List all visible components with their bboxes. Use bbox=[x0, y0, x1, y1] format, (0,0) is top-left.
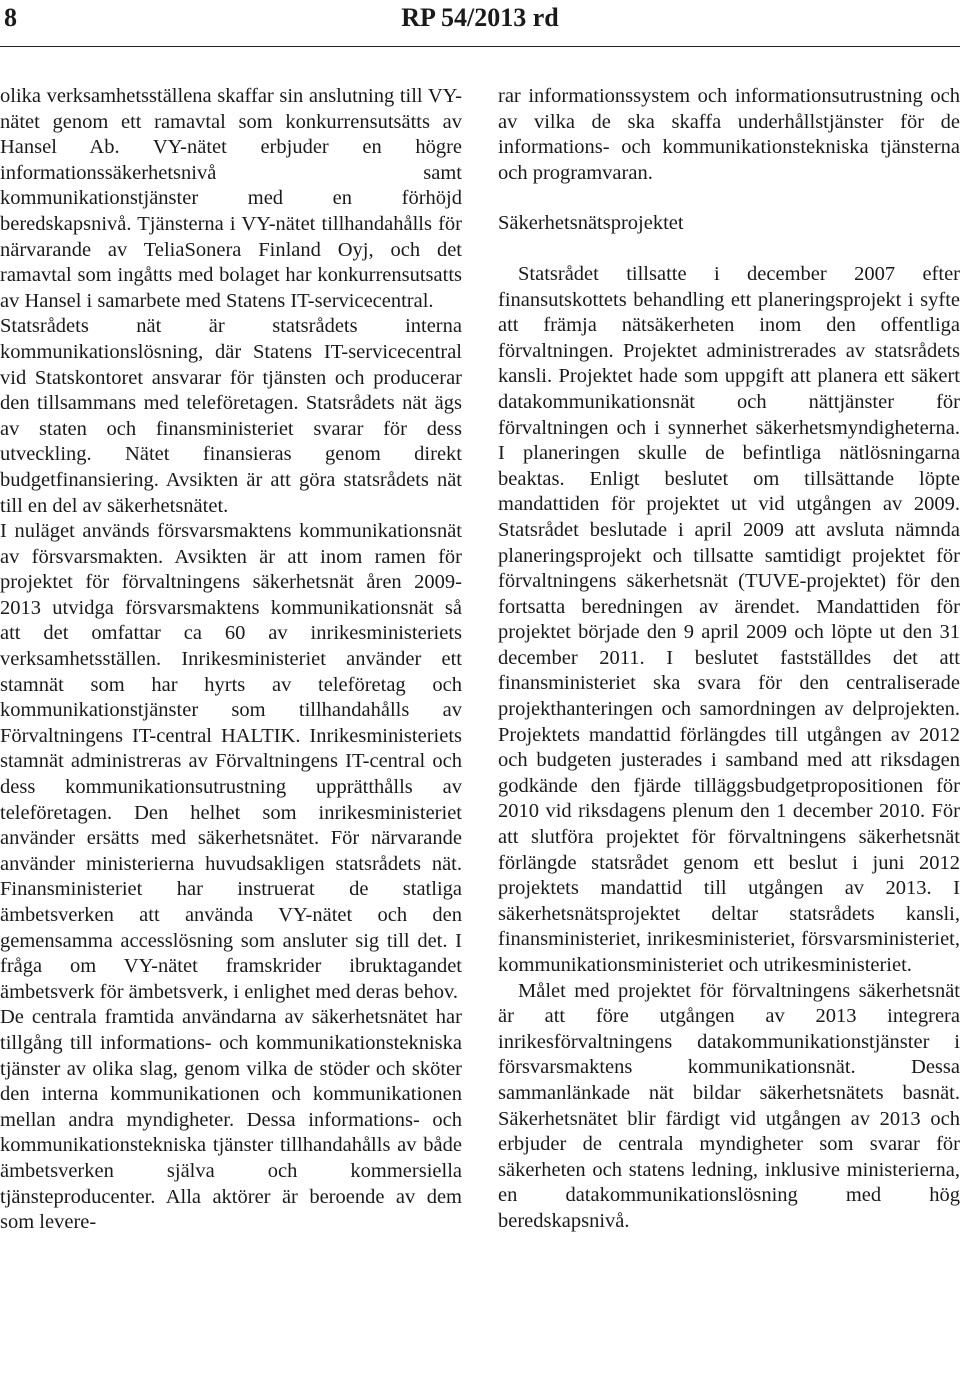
right-column bbox=[498, 84, 960, 1235]
document-reference: RP 54/2013 rd bbox=[401, 3, 559, 32]
section-heading: Säkerhetsnätsprojektet bbox=[498, 212, 684, 235]
right-paragraph-3: Målet med projektet för förvaltningens säkerhetsnät är att före utgången av 2013 integrera inrikesförvaltningens datakommunikationstjänster i försvarsmaktens kommunikationsnät. Dessa sammanlänkade nät bildar säkerhetsnätets basnät. Säkerhetsnätet blir färdigt vid utgången av 2013 och erbjuder de centrala myndigheter som svarar för säkerheten och statens ledning, inklusive ministerierna, en datakommunikationslösning med hög beredskapsnivå. bbox=[498, 979, 960, 1232]
left-paragraph-1: olika verksamhetsställena skaffar sin anslutning till VY-nätet genom ett ramavtal som konkurrensutsätts av Hansel Ab. VY-nätet erbjuder en högre informationssäkerhetsnivå samt kommunikationstjänster med en förhöjd beredskapsnivå. Tjänsterna i VY-nätet tillhandahålls för närvarande av TeliaSonera Finland Oyj, och det ramavtal som ingåtts med bolaget har konkurrensutsatts av Hansel i samarbete med Statens IT-servicecentral. bbox=[0, 85, 462, 312]
left-paragraph-2: Statsrådets nät är statsrådets interna kommunikationslösning, där Statens IT-servicecentral vid Statskontoret ansvarar för tjänsten och producerar den tillsammans med teleföretagen. Statsrådets nät ägs av staten och finansministeriet svarar för dess utveckling. Nätet finansieras genom direkt budgetfinansiering. Avsikten är att göra statsrådets nät till en del av säkerhetsnätet. bbox=[0, 315, 462, 517]
left-paragraph-4: De centrala framtida användarna av säkerhetsnätet har tillgång till informations- och kommunikationstekniska tjänster av olika slag, genom vilka de stöder och sköter den interna kommunikationen och kommunikationen mellan andra myndigheter. Dessa informations- och kommunikationstekniska tjänster tillhandahålls av både ämbetsverken själva och kommersiella tjänsteproducenter. Alla aktörer är beroende av dem som levere- bbox=[0, 1006, 462, 1234]
page-number: 8 bbox=[4, 3, 17, 32]
left-column bbox=[0, 84, 462, 1236]
page-header bbox=[0, 0, 960, 56]
header-divider bbox=[0, 46, 960, 47]
right-paragraph-1: rar informationssystem och informationsutrustning och av vilka de ska skaffa underhållstjänster för de informations- och kommunikationstekniska tjänsterna och programvaran. bbox=[498, 85, 960, 184]
left-paragraph-3: I nuläget används försvarsmaktens kommunikationsnät av försvarsmakten. Avsikten är att inom ramen för projektet för förvaltningens säkerhetsnät åren 2009-2013 utvidga försvarsmaktens kommunikationsnät så att det omfattar ca 60 av inrikesministeriets verksamhetsställen. Inrikesministeriet använder ett stamnät som har hyrts av teleföretag och kommunikationstjänster som tillhandahålls av Förvaltningens IT-central HALTIK. Inrikesministeriets stamnät administreras av Förvaltningens IT-central och dess kommunikationsutrustning upprätthålls av teleföretagen. Den helhet som inrikesministeriet använder ersätts med säkerhetsnätet. För närvarande använder ministerierna huvudsakligen statsrådets nät. Finansministeriet har instruerat de statliga ämbetsverken att använda VY-nätet och den gemensamma accesslösning som ansluter sig till det. I fråga om VY-nätet framskrider ibruktagandet ämbetsverk för ämbetsverk, i enlighet med deras behov. bbox=[0, 520, 462, 1003]
right-paragraph-2: Statsrådet tillsatte i december 2007 efter finansutskottets behandling ett planeringsprojekt i syfte att främja nätsäkerheten inom den offentliga förvaltningen. Projektet administrerades av statsrådets kansli. Projektet hade som uppgift att planera ett säkert datakommunikationsnät och nättjänster för förvaltningen och i synnerhet säkerhetsmyndigheterna. I planeringen skulle de befintliga nätlösningarna beaktas. Enligt beslutet om tillsättande löpte mandattiden för projektet ut vid utgången av 2009. Statsrådet beslutade i april 2009 att avsluta nämnda planeringsprojekt och tillsatte samtidigt projektet för förvaltningens säkerhetsnät (TUVE-projektet) för den fortsatta beredningen av ärendet. Mandattiden för projektet började den 9 april 2009 och löpte ut den 31 december 2011. I beslutet fastställdes det att finansministeriet ska svara för den centraliserade projekthanteringen och samordningen av delprojekten. Projektets mandattid förlängdes till utgången av 2012 och budgeten justerades i samband med att riksdagen godkände den fjärde tilläggsbudgetpropositionen för 2010 vid riksdagens plenum den 1 december 2010. För att slutföra projektet för förvaltningens säkerhetsnät förlängde statsrådet genom ett beslut i juni 2012 projektets mandattid till utgången av 2013. I säkerhetsnätsprojektet deltar statsrådets kansli, finansministeriet, inrikesministeriet, försvarsministeriet, kommunikationsministeriet och utrikesministeriet. bbox=[498, 262, 960, 976]
